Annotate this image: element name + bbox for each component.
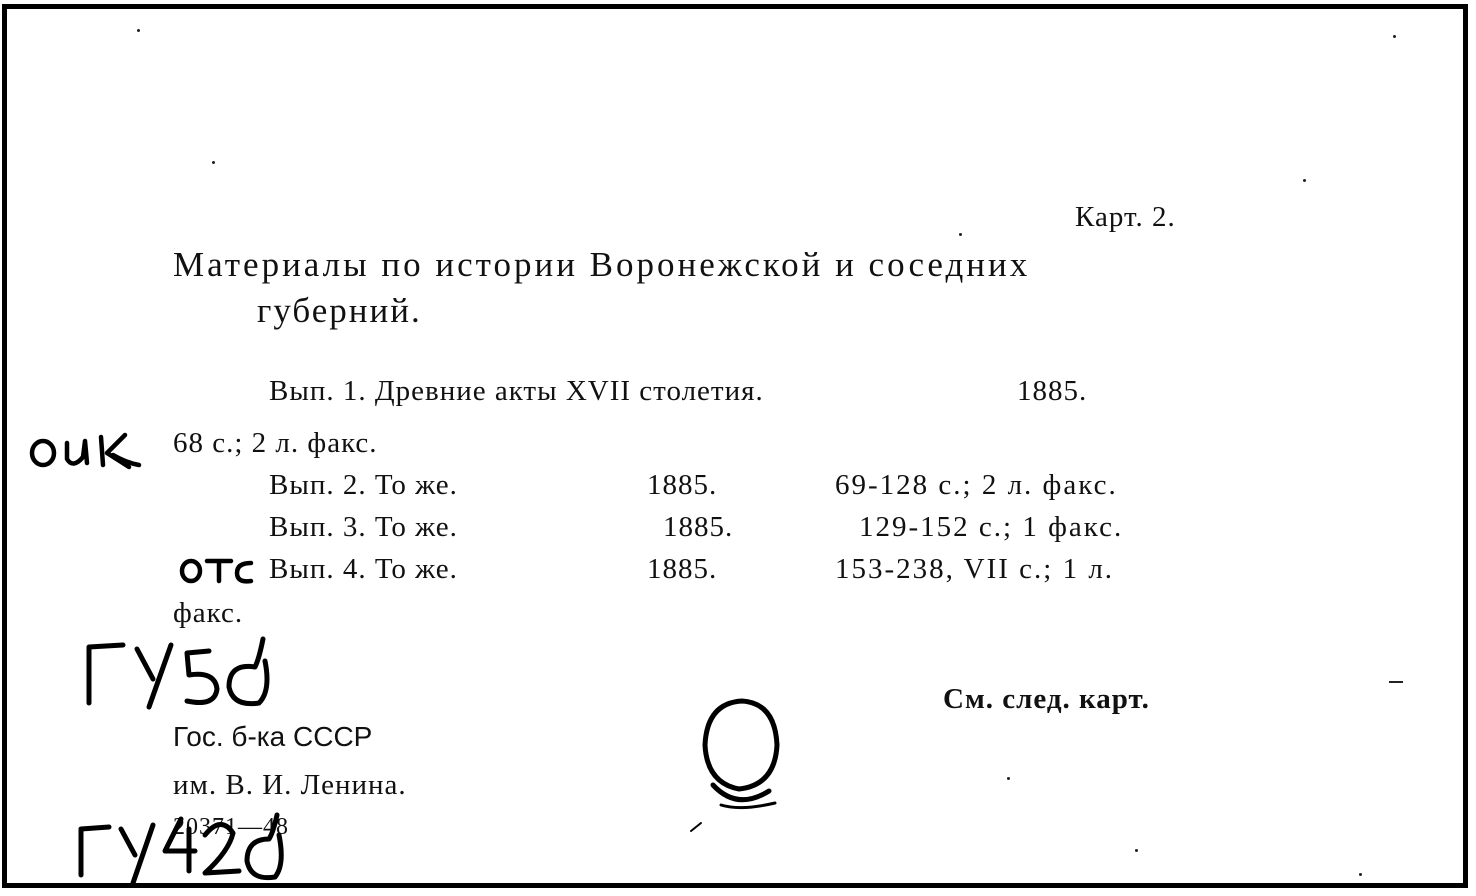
card-number: Карт. 2. — [1075, 201, 1176, 233]
speck — [959, 233, 962, 236]
issue-1-label: Вып. 1. Древние акты XVII столетия. — [269, 375, 764, 407]
speck — [1393, 35, 1396, 38]
handwritten-mark-oik — [27, 423, 157, 479]
issue-2-pages: 69-128 с.; 2 л. факс. — [835, 469, 1118, 501]
issue-1-year: 1885. — [1017, 375, 1088, 407]
issue-2-year: 1885. — [647, 469, 718, 501]
issue-3-year: 1885. — [663, 511, 734, 543]
title-line-2: губерний. — [257, 291, 422, 330]
speck — [1359, 873, 1362, 876]
order-number: 20371—48 — [173, 814, 289, 840]
title-line-1: Материалы по истории Воронежской и соседних — [173, 245, 1031, 284]
issue-2-label: Вып. 2. То же. — [269, 469, 458, 501]
issue-3-label: Вып. 3. То же. — [269, 511, 458, 543]
handwritten-mark-gu5d — [79, 631, 289, 711]
catalog-card — [2, 4, 1468, 888]
speck — [1007, 777, 1010, 780]
see-next-card: См. след. карт. — [943, 683, 1150, 715]
speck — [212, 161, 215, 164]
speck — [1303, 179, 1306, 182]
speck — [1135, 849, 1138, 852]
issue-4-year: 1885. — [647, 553, 718, 585]
issue-1-pages: 68 с.; 2 л. факс. — [173, 427, 378, 459]
library-line-1: Гос. б-ка СССР — [173, 721, 373, 752]
speck — [1389, 681, 1403, 683]
stamp-circle — [677, 693, 807, 843]
handwritten-mark-ots — [179, 551, 279, 591]
issue-4-pages-cont: факс. — [173, 597, 244, 629]
handwritten-mark-gu42d — [71, 805, 311, 885]
issue-4-pages: 153-238, VII с.; 1 л. — [835, 553, 1115, 585]
speck — [137, 29, 140, 32]
issue-4-label: Вып. 4. То же. — [269, 553, 458, 585]
issue-3-pages: 129-152 с.; 1 факс. — [859, 511, 1124, 543]
library-line-2: им. В. И. Ленина. — [173, 769, 407, 801]
